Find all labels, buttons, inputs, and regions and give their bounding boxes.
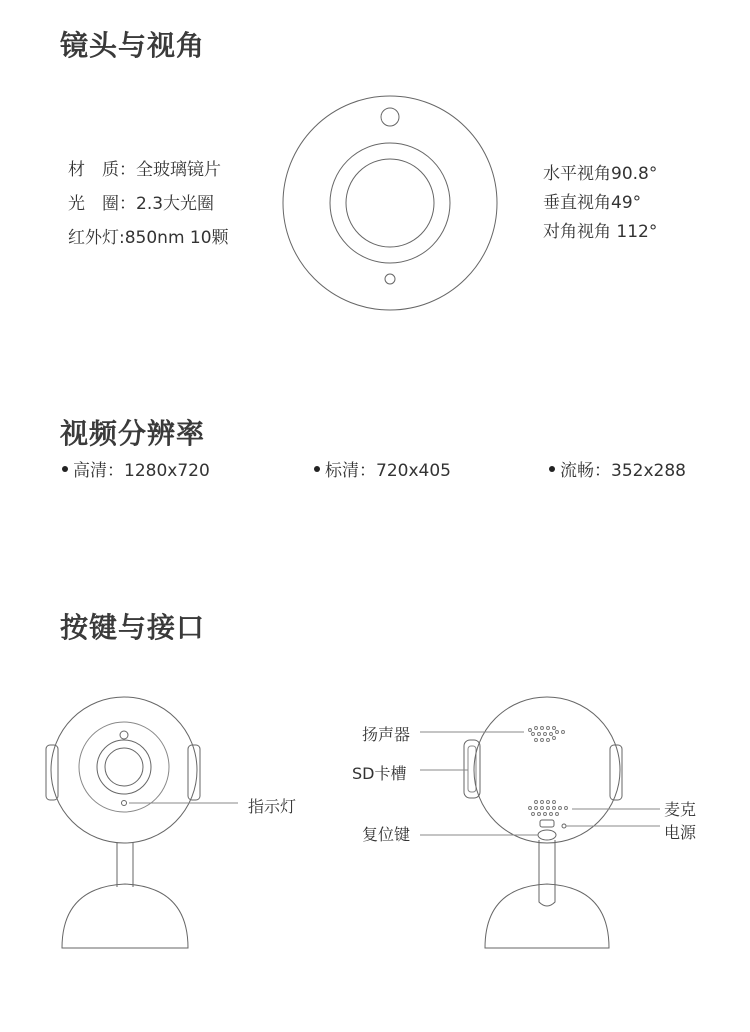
- resolution-section-title: 视频分辨率: [60, 417, 206, 450]
- lens-section-title: 镜头与视角: [60, 29, 206, 62]
- back-base: [485, 884, 609, 948]
- lens-outer-ring: [283, 96, 497, 310]
- label-power: 电源: [664, 823, 697, 842]
- camera-back-diagram: [420, 690, 670, 952]
- power-dot: [562, 824, 566, 828]
- bullet-icon: [314, 466, 320, 472]
- reset-button: [538, 830, 556, 840]
- speaker-holes: [529, 727, 565, 742]
- power-port: [540, 820, 554, 827]
- label-sd-slot: SD卡槽: [352, 764, 407, 783]
- fov-horizontal: 水平视角90.8°: [543, 164, 658, 184]
- fov-vertical: 垂直视角49°: [543, 193, 642, 213]
- spec-ir-led: 红外灯:850nm 10颗: [68, 228, 229, 248]
- bullet-icon: [62, 466, 68, 472]
- lens-bottom-hole: [385, 274, 395, 284]
- spec-material: 材 质：全玻璃镜片: [68, 160, 221, 180]
- lens-top-sensor: [381, 108, 399, 126]
- buttons-section-title: 按键与接口: [60, 611, 206, 644]
- lens-front-diagram: [280, 95, 500, 310]
- spec-aperture: 光 圈：2.3大光圈: [68, 194, 215, 214]
- resolution-hd: [62, 456, 210, 481]
- front-left-ear: [46, 745, 58, 800]
- front-top-sensor: [120, 731, 128, 739]
- lens-bezel: [330, 143, 450, 263]
- lens-glass: [346, 159, 434, 247]
- fov-diagonal: 对角视角 112°: [543, 222, 658, 242]
- back-neck: [539, 840, 555, 906]
- front-neck: [117, 842, 133, 887]
- back-head: [474, 697, 620, 843]
- resolution-sd-label: 标清：720x405: [325, 461, 451, 481]
- front-lens-inner: [105, 748, 143, 786]
- bullet-icon: [549, 466, 555, 472]
- front-lens-bezel: [79, 722, 169, 812]
- label-indicator: 指示灯: [248, 797, 297, 816]
- resolution-smooth: [549, 456, 686, 481]
- front-head: [51, 697, 197, 843]
- label-mic: 麦克: [664, 800, 697, 819]
- mic-holes: [529, 801, 568, 816]
- front-base: [62, 884, 188, 948]
- label-reset: 复位键: [362, 825, 411, 844]
- sd-slot-opening: [468, 746, 476, 792]
- indicator-light: [122, 801, 127, 806]
- resolution-hd-label: 高清：1280x720: [73, 461, 210, 481]
- camera-front-diagram: [40, 690, 265, 952]
- resolution-sd: [314, 456, 451, 481]
- label-speaker: 扬声器: [362, 725, 411, 744]
- resolution-smooth-label: 流畅：352x288: [560, 461, 686, 481]
